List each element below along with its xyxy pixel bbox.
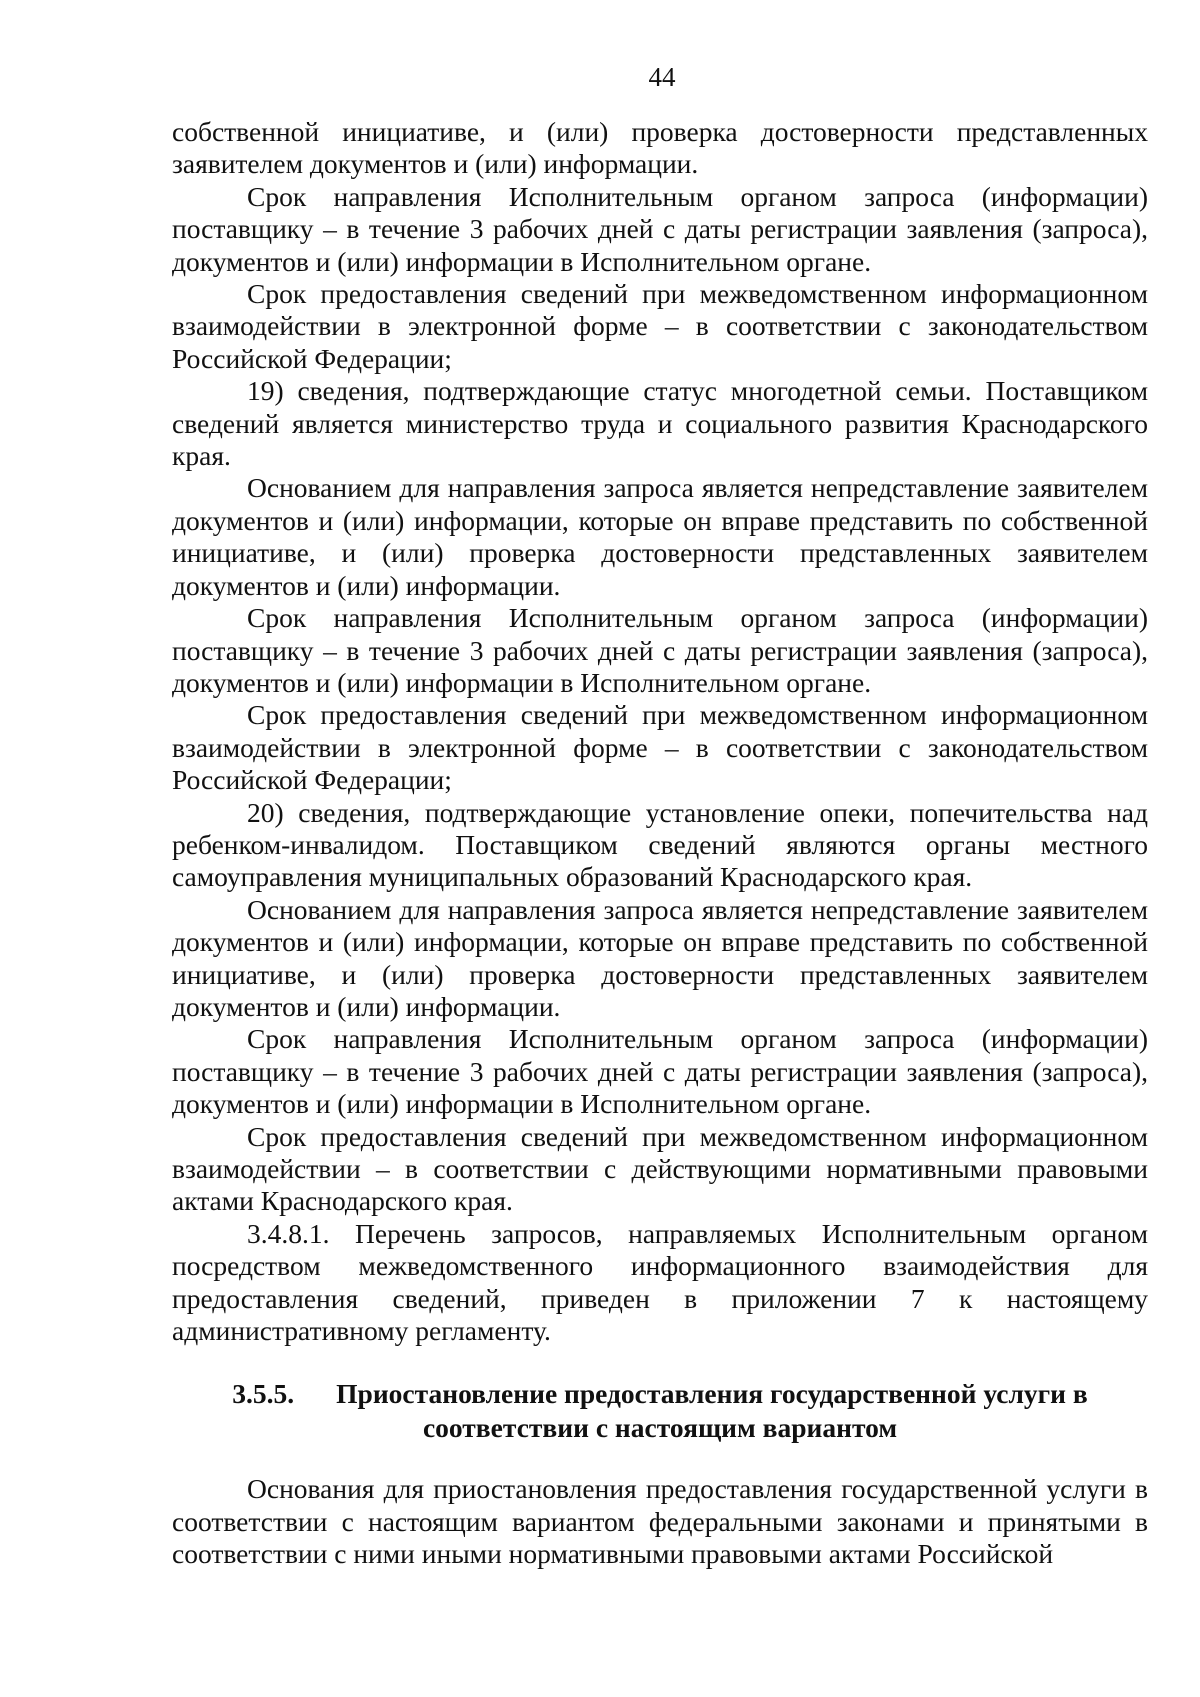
paragraph-7: Срок предоставления сведений при межведомственном информационном взаимодействии в электронной форме – в соответствии с законодательством Российской Федерации;	[172, 699, 1148, 796]
body-text-bottom	[172, 1473, 1148, 1570]
paragraph-4: 19) сведения, подтверждающие статус многодетной семьи. Поставщиком сведений является министерство труда и социального развития Краснодарского края.	[172, 375, 1148, 472]
paragraph-9: Основанием для направления запроса является непредставление заявителем документов и (или) информации, которые он вправе представить по собственной инициативе, и (или) проверка достоверности представленных заявителем документов и (или) информации.	[172, 893, 1148, 1022]
section-number: 3.5.5.	[232, 1378, 295, 1410]
page-number: 44	[648, 62, 676, 92]
section-heading-line-1	[172, 1377, 1148, 1411]
paragraph-10: Срок направления Исполнительным органом запроса (информации) поставщику – в течение 3 рабочих дней с даты регистрации заявления (запроса), документов и (или) информации в Исполнительном органе.	[172, 1023, 1148, 1120]
paragraph-2: Срок направления Исполнительным органом запроса (информации) поставщику – в течение 3 рабочих дней с даты регистрации заявления (запроса), документов и (или) информации в Исполнительном органе.	[172, 180, 1148, 277]
document-page	[172, 62, 1148, 1571]
section-heading	[172, 1377, 1148, 1445]
paragraph-8: 20) сведения, подтверждающие установление опеки, попечительства над ребенком-инвалидом. Поставщиком сведений являются органы местного самоуправления муниципальных образований Краснодарского края.	[172, 796, 1148, 893]
paragraph-11: Срок предоставления сведений при межведомственном информационном взаимодействии – в соответствии с действующими нормативными правовыми актами Краснодарского края.	[172, 1120, 1148, 1217]
section-title-line-1: Приостановление предоставления государственной услуги в	[336, 1378, 1088, 1410]
paragraph-bottom: Основания для приостановления предоставления государственной услуги в соответствии с настоящим вариантом федеральными законами и принятыми в соответствии с ними иными нормативными правовыми актами Российской	[172, 1473, 1148, 1570]
paragraph-12: 3.4.8.1. Перечень запросов, направляемых Исполнительным органом посредством межведомственного информационного взаимодействия для предоставления сведений, приведен в приложении 7 к настоящему административному регламенту.	[172, 1217, 1148, 1347]
paragraph-5: Основанием для направления запроса является непредставление заявителем документов и (или) информации, которые он вправе представить по собственной инициативе, и (или) проверка достоверности представленных заявителем документов и (или) информации.	[172, 472, 1148, 601]
paragraph-1: собственной инициативе, и (или) проверка достоверности представленных заявителем документов и (или) информации.	[172, 116, 1148, 180]
body-text	[172, 116, 1148, 1347]
paragraph-3: Срок предоставления сведений при межведомственном информационном взаимодействии в электронной форме – в соответствии с законодательством Российской Федерации;	[172, 278, 1148, 374]
paragraph-6: Срок направления Исполнительным органом запроса (информации) поставщику – в течение 3 рабочих дней с даты регистрации заявления (запроса), документов и (или) информации в Исполнительном органе.	[172, 602, 1148, 698]
section-title-line-2: соответствии с настоящим вариантом	[422, 1412, 898, 1444]
